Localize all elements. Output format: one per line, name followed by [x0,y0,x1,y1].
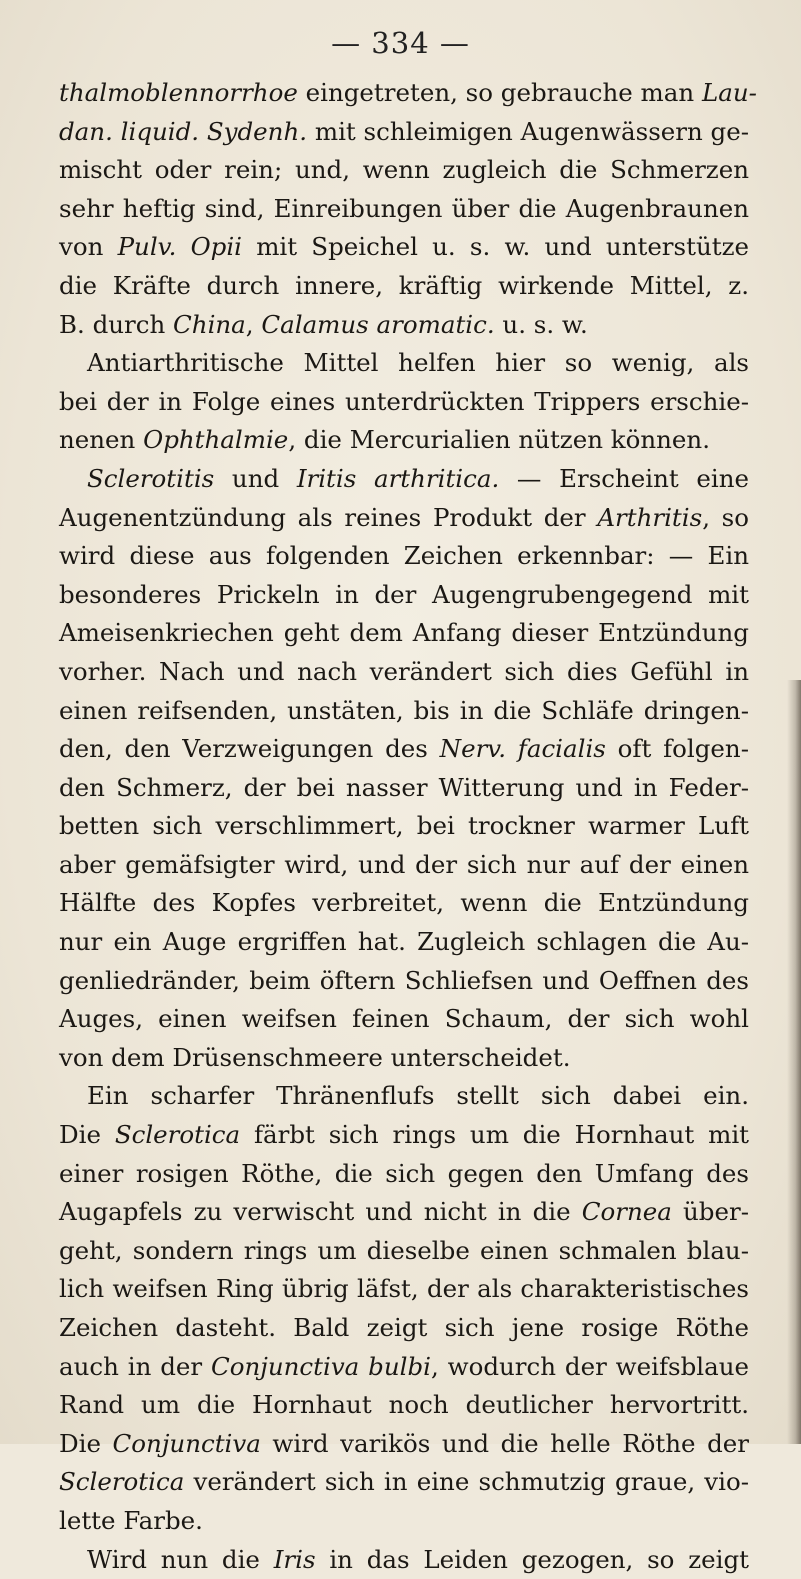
text-line [59,1193,749,1232]
italic-term: Sclerotitis [87,463,215,493]
text-run: Antiarthritische Mittel helfen hier so wenig, als [87,348,749,378]
italic-term: Iritis arthritica. [296,463,500,493]
text-run: nenen [59,425,144,455]
text-line [59,1155,749,1194]
text-line [59,190,749,229]
text-run: auch in der [59,1351,211,1381]
text-run: verändert sich in eine schmutzig graue, vio- [184,1467,749,1497]
text-line [59,576,749,615]
text-run: Die [59,1428,113,1458]
italic-term: Sclerotica [59,1467,185,1497]
text-run: Wird nun die [87,1544,274,1574]
text-line [59,923,749,962]
text-run: färbt sich rings um die Hornhaut mit [240,1120,750,1150]
text-run: , die Mercurialien nützen können. [288,425,710,455]
text-line [59,113,749,152]
body-text [59,74,757,1579]
text-run: , wodurch der weifsblaue [430,1351,749,1381]
italic-term: Conjunctiva [112,1428,261,1458]
text-run: sehr heftig sind, Einreibungen über die Augenbraunen [59,193,749,223]
text-run: mit schleimigen Augenwässern ge- [307,116,750,146]
text-line [59,499,749,538]
text-run: bei der in Folge eines unterdrückten Trippers erschie- [59,386,749,416]
text-line [59,151,749,190]
text-run: einer rosigen Röthe, die sich gegen den Umfang des [59,1158,749,1188]
italic-term: Calamus aromatic. [261,309,495,339]
text-run: von dem Drüsenschmeere unterscheidet. [59,1042,571,1072]
text-line [59,962,749,1001]
text-line [59,1116,749,1155]
text-run: Augenentzündung als reines Produkt der [59,502,598,532]
text-line [59,1077,749,1116]
text-run: wird diese aus folgenden Zeichen erkennbar: — Ein [59,541,749,571]
text-line [59,1039,749,1078]
italic-term: Cornea [581,1197,672,1227]
text-run: , so [702,502,749,532]
text-run: in das Leiden gezogen, so zeigt [315,1544,749,1574]
italic-term: dan. liquid. Sydenh. [59,116,308,146]
page-edge-shadow [787,680,801,1444]
text-line [59,344,749,383]
text-run: Die [59,1120,115,1150]
text-line [59,653,749,692]
text-line [59,306,749,345]
text-line [59,692,749,731]
text-line [59,460,749,499]
text-run: eingetreten, so gebrauche man [297,78,702,107]
text-run: einen reifsenden, unstäten, bis in die Schläfe dringen- [59,695,749,725]
text-line [59,614,749,653]
text-run: Ameisenkriechen geht dem Anfang dieser Entzündung [59,618,749,648]
italic-term: Arthritis [597,502,703,532]
text-run: Rand um die Hornhaut noch deutlicher hervortritt. [59,1390,749,1420]
text-line [59,74,757,113]
text-run: Auges, einen weifsen feinen Schaum, der sich wohl [59,1004,749,1034]
text-run: wird varikös und die helle Röthe der [260,1428,750,1458]
italic-term: Sclerotica [114,1120,241,1150]
text-line [59,1348,749,1387]
text-run: nur ein Auge ergriffen hat. Zugleich schlagen die Au- [59,927,749,957]
text-run: den, den Verzweigungen des [59,734,440,764]
italic-term: Ophthalmie [143,425,289,455]
text-line [59,807,749,846]
text-run: Ein scharfer Thränenflufs stellt sich dabei ein. [87,1081,749,1111]
text-run: oft folgen- [605,734,749,764]
text-run: von [59,232,118,262]
text-run: Hälfte des Kopfes verbreitet, wenn die Entzündung [59,888,749,918]
text-line [59,267,749,306]
italic-term: thalmoblennorrhoe [59,78,298,107]
text-line [59,1463,749,1502]
text-line [59,884,749,923]
italic-term: Pulv. Opii [117,232,243,262]
italic-term: Lau- [701,78,757,107]
text-line [59,1000,749,1039]
text-run: besonderes Prickeln in der Augengrubengegend mit [59,579,749,609]
text-run: und [214,463,297,493]
text-run: die Kräfte durch innere, kräftig wirkende Mittel, z. [59,270,749,300]
italic-term: Nerv. facialis [439,734,606,764]
italic-term: Iris [273,1544,316,1574]
text-run: lich weifsen Ring übrig läfst, der als charakteristisches [59,1274,749,1304]
text-run: über- [671,1197,749,1227]
text-run: den Schmerz, der bei nasser Witterung und in Feder- [59,772,749,802]
text-line [59,421,749,460]
text-line [59,1270,749,1309]
text-run: Zeichen dasteht. Bald zeigt sich jene rosige Röthe [59,1313,749,1342]
text-run: aber gemäfsigter wird, und der sich nur auf der einen [59,849,749,879]
text-run: B. durch [59,309,174,339]
text-line [59,537,749,576]
page-number: — 334 — [331,26,470,60]
text-run: , [245,309,262,339]
italic-term: China [173,309,246,339]
text-run: — Erscheint eine [499,463,749,493]
text-line [59,1541,749,1579]
text-run: betten sich verschlimmert, bei trockner warmer Luft [59,811,749,841]
text-line [59,228,749,267]
text-run: vorher. Nach und nach verändert sich dies Gefühl in [59,656,749,686]
text-line [59,1386,749,1425]
text-line [59,730,749,769]
text-line [59,769,749,808]
text-line [59,1309,749,1348]
text-run: geht, sondern rings um dieselbe einen schmalen blau- [59,1235,749,1265]
text-line [59,383,749,422]
text-run: mit Speichel u. s. w. und unterstütze [242,232,749,262]
text-run: lette Farbe. [59,1505,203,1535]
text-run: genliedränder, beim öftern Schliefsen und Oeffnen des [59,965,749,995]
text-run: u. s. w. [494,309,588,339]
text-line [59,846,749,885]
text-run: mischt oder rein; und, wenn zugleich die Schmerzen [59,155,749,185]
italic-term: Conjunctiva bulbi [211,1351,431,1381]
text-run: Augapfels zu verwischt und nicht in die [59,1197,582,1227]
text-line [59,1232,749,1271]
text-line [59,1425,749,1464]
text-line [59,1502,749,1541]
